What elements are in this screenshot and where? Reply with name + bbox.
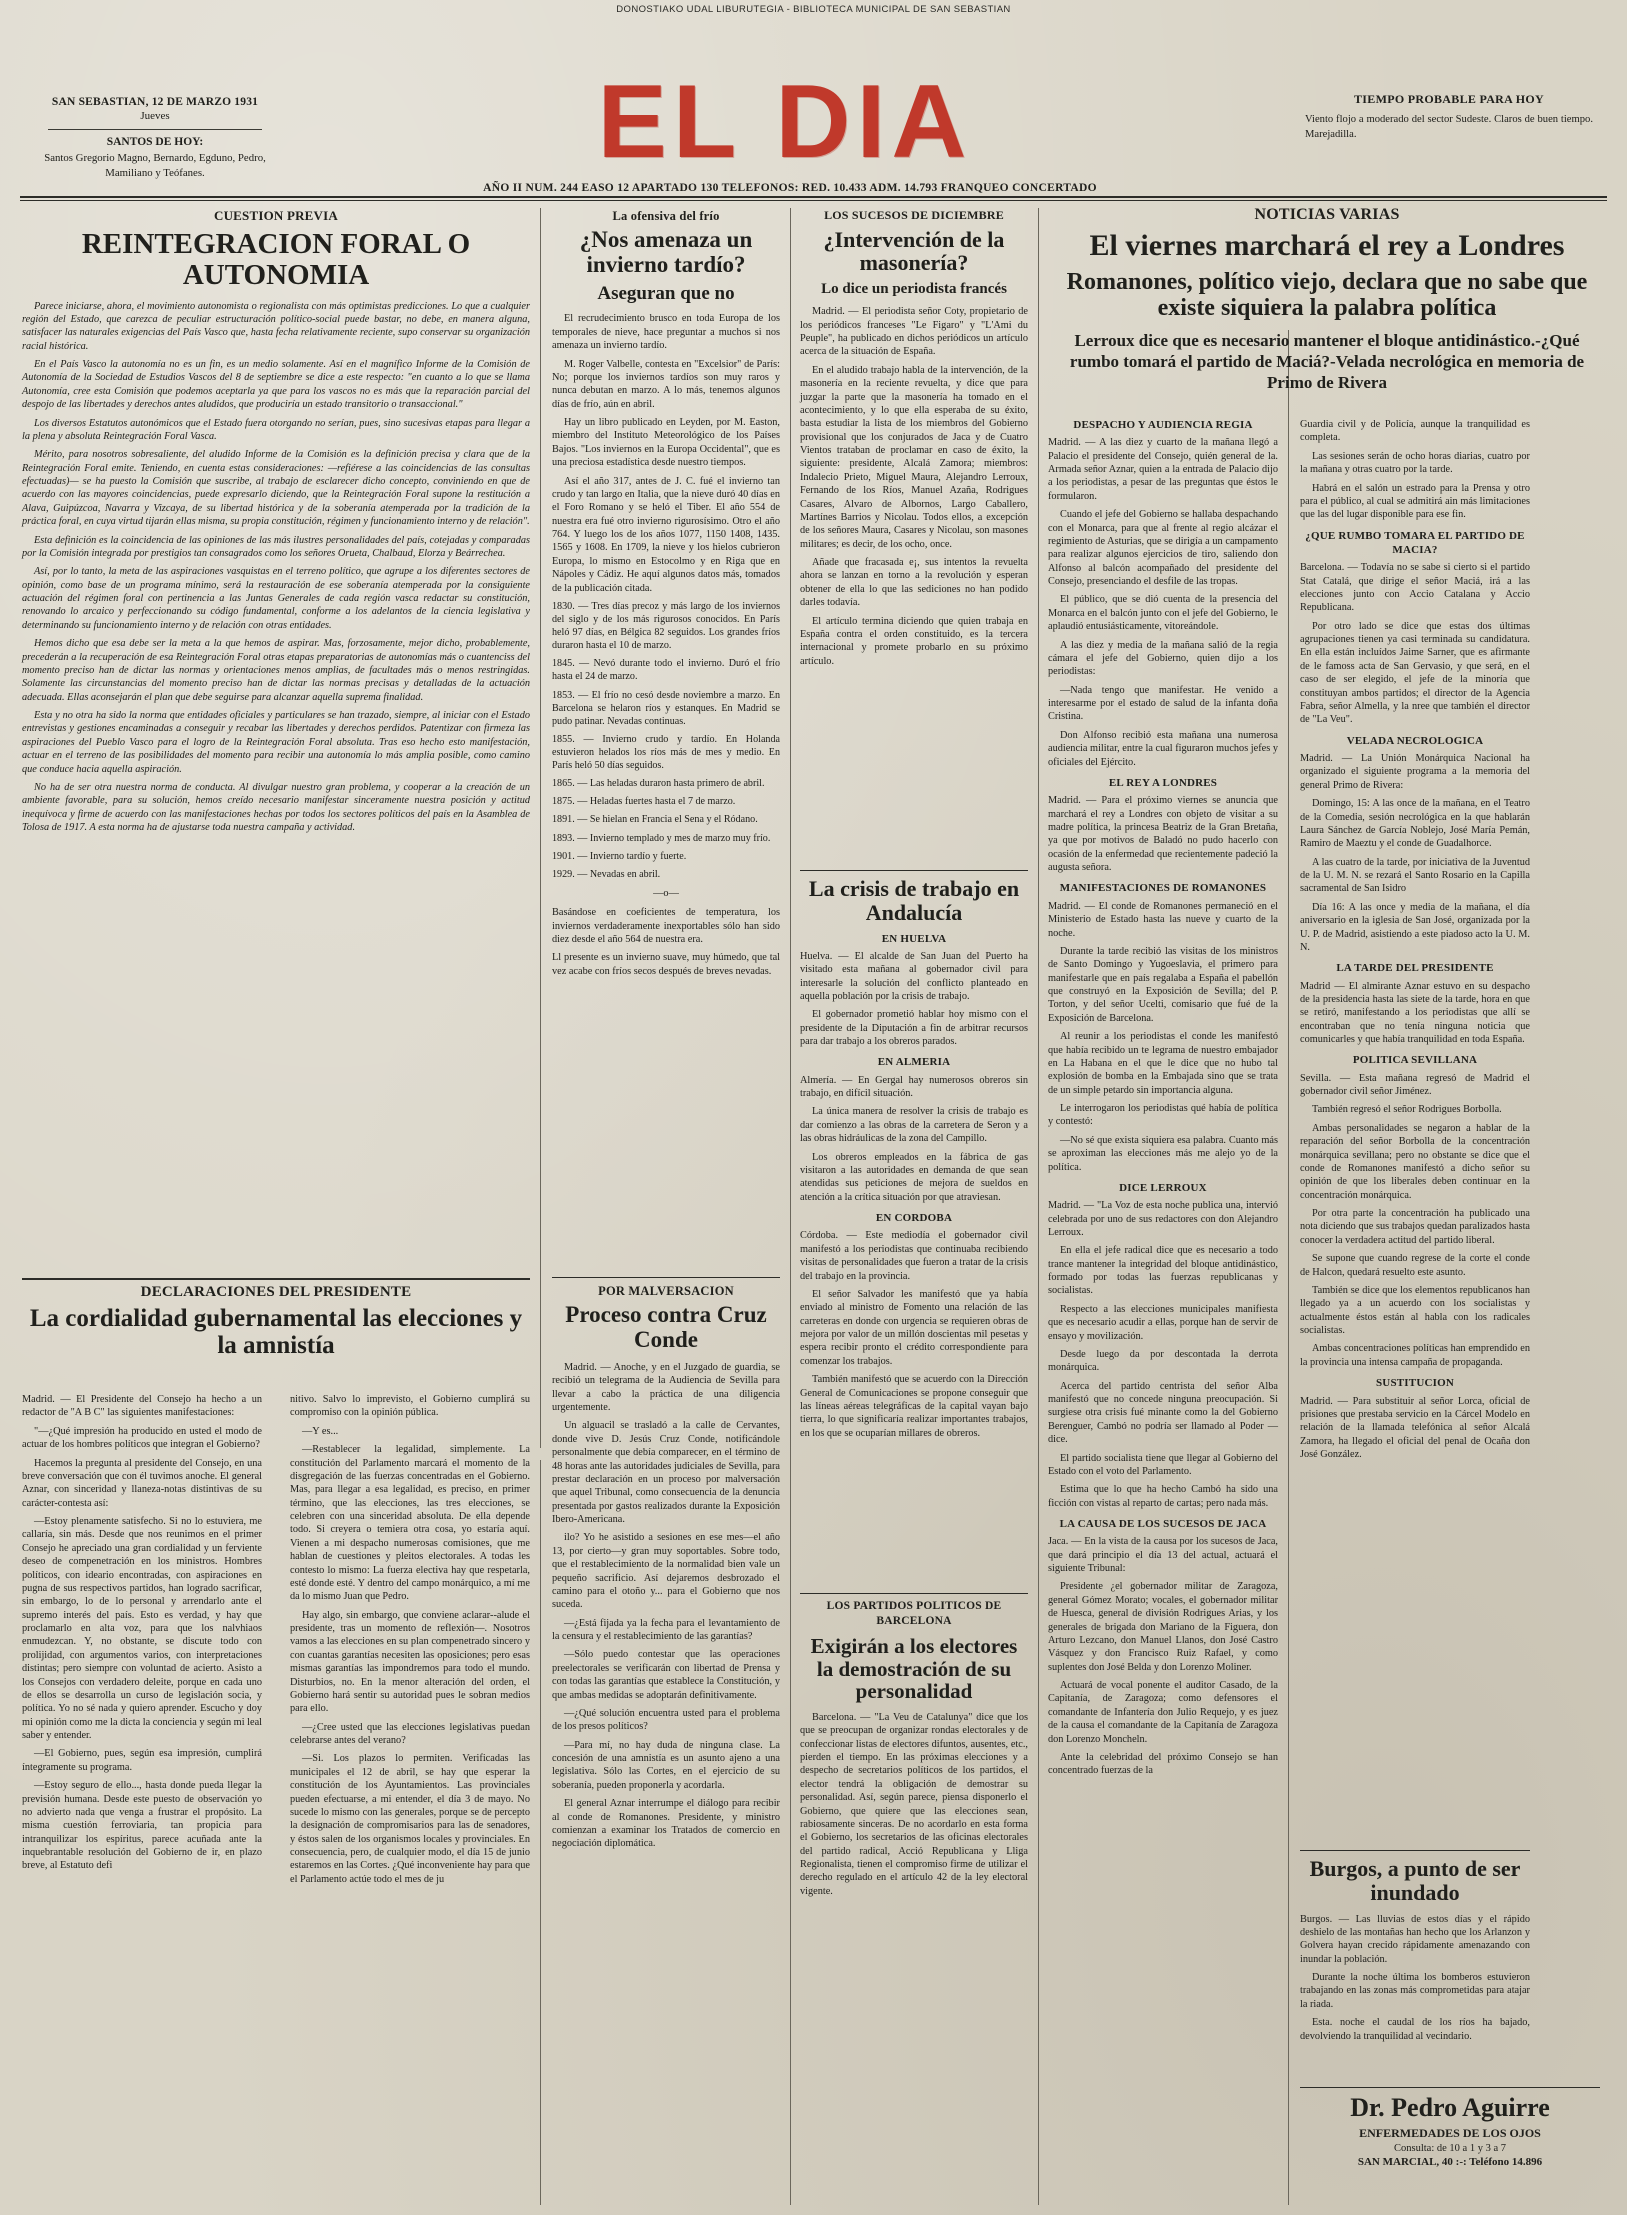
article-partidos-barcelona (800, 1588, 1028, 1903)
masthead-rule-2 (20, 200, 1607, 201)
article-kicker: CUESTION PREVIA (214, 208, 338, 223)
article-headline: La crisis de trabajo en Andalucía (808, 876, 1020, 925)
divider (1300, 2087, 1600, 2088)
article-crisis-trabajo (800, 865, 1028, 1445)
section-subhead: EL REY A LONDRES (1108, 776, 1218, 789)
article-paragraph: Madrid. — La Unión Monárquica Nacional ha organizado el siguiente programa a la memoria del general Primo de Rivera: (1300, 753, 1530, 791)
section-dash: —o— (653, 887, 679, 899)
article-paragraph: —El Gobierno, pues, según esa impresión, cumplirá íntegramente su programa. (22, 1748, 262, 1773)
article-paragraph: M. Roger Valbelle, contesta en "Excelsior" de París: No; porque los inviernos tardíos son muy raros y nunca debutan en marzo. A lo más, tenemos algunos días de frío, aún en abril. (552, 358, 780, 410)
chronology-entry: 1893. — Invierno templado y mes de marzo muy frío. (552, 832, 771, 844)
article-paragraph: En el País Vasco la autonomía no es un fin, es un medio solamente. Así en el magnífico Informe de la Comisión de Autonomía de la Sociedad de Estudios Vascos del 8 de septiembre se dice a este respecto: "en cuanto a lo que se llama Autonomía, cree esta Comisión que podemos aceptarla ya que para los vascos no es más que la reparación parcial del despojo de las libertades y derechos antes aludidos, que produciría un estado transitorio o transaccional." (22, 359, 530, 411)
publication-date: SAN SEBASTIAN, 12 DE MARZO 1931 (51, 96, 259, 108)
weather-title: TIEMPO PROBABLE PARA HOY (1354, 92, 1544, 106)
column-noticias-right (1300, 418, 1530, 1466)
article-paragraph: —Si. Los plazos lo permiten. Verificadas las municipales el 12 de abril, se hay que esperar la constitución de los Ayuntamientos. Las provinciales pueden efectuarse, a mi entender, el día 3 de mayo. No sucede lo mismo con las generales, porque se de percepto la designación de compromisarios para las de senadores, y éstos salen de los organismos locales y provinciales. En consecuencia, pero, de cualquier modo, el día 15 de junio estaremos en las Cortes. ¿Qué inconveniente hay para que el Parlamento actúe todo el mes de ju (290, 1753, 530, 1885)
article-cruz-conde (552, 1272, 780, 1856)
article-burgos (1300, 1845, 1530, 2048)
article-headline: Exigirán a los electores la demostración de su personalidad (810, 1633, 1018, 1704)
article-paragraph: Sevilla. — Esta mañana regresó de Madrid el gobernador civil señor Jiménez. (1300, 1072, 1530, 1098)
chronology-entry: 1891. — Se hielan en Francia el Sena y el Ródano. (552, 814, 758, 826)
chronology-entry: 1901. — Invierno tardío y fuerte. (552, 850, 687, 862)
article-paragraph: Cuando el jefe del Gobierno se hallaba despachando con el Monarca, para que al frente al regio alcázar el regimiento de Asturias, que se dirigía a un campamento para realizar algunos ejercicios de tiro, saliendo don Alfonso al balcón acompañado del presidente del Consejo, presenciando el desfile de las tropas. (1048, 509, 1278, 588)
article-paragraph: Durante la noche última los bomberos estuvieron trabajando en las zonas más comprometidas para atajar la riada. (1300, 1972, 1530, 2010)
article-paragraph: Madrid. — "La Voz de esta noche publica una, intervió celebrada por uno de sus redactores con don Alejandro Lerroux. (1048, 1200, 1278, 1238)
article-headline: Burgos, a punto de ser inundado (1309, 1856, 1521, 1905)
article-declaraciones-header (22, 1272, 530, 1359)
article-kicker: NOTICIAS VARIAS (1254, 206, 1400, 223)
article-paragraph: El recrudecimiento brusco en toda Europa de los temporales de nieve, hace preguntar a muchos si nos amenaza un invierno tardío. (552, 313, 780, 352)
article-paragraph: —Restablecer la legalidad, simplemente. La constitución del Parlamento marcará el momento de la disgregación de las fuerzas concentradas en el Gobierno. Mas, para llegar a esa legalidad, es preciso, en primer término, que las elecciones, las tres elecciones, se celebren con una sinceridad absoluta. De ella depende todo. Si creyera o temiera otra cosa, yo estaría aquí. Vienen a mi despacho numerosas comisiones, que me hablan de cuestiones y pleitos electorales. A todas les contesto lo mismo: La fuerza electiva hay que respetarla, esté donde esté. Y dentro del campo monárquico, a mí me da lo mismo Juan que Pedro. (290, 1444, 530, 1603)
article-paragraph: —¿Está fijada ya la fecha para el levantamiento de la censura y el restablecimiento de las garantías? (552, 1617, 780, 1643)
article-paragraph: Domingo, 15: A las once de la mañana, en el Teatro de la Comedia, sesión necrológica en la que hablarán Laura Sánchez de García Noblejo, José María Pemán, Ramiro de Maeztu y el conde de Guadalhorce. (1300, 798, 1530, 850)
article-paragraph: Madrid. — El Presidente del Consejo ha hecho a un redactor de "A B C" las siguientes manifestaciones: (22, 1394, 262, 1419)
divider (22, 1278, 530, 1280)
article-paragraph: Madrid. — A las diez y cuarto de la mañana llegó a Palacio el presidente del Consejo, quién general de la. Armada señor Aznar, quien a la entrada de Palacio dijo a los periodistas, a pesar de las preguntas que éstos le formularon. (1048, 437, 1278, 502)
article-paragraph: El partido socialista tiene que llegar al Gobierno del Estado con el voto del Parlamento. (1048, 1452, 1278, 1477)
divider (48, 129, 262, 130)
article-headline: ¿Intervención de la masonería? (823, 226, 1005, 276)
article-paragraph: Día 16: A las once y media de la mañana, el día aniversario en la iglesia de San José, organizada por la U. P. de Madrid, asistiendo a este piadoso acto la U. M. N. (1300, 901, 1530, 953)
article-paragraph: Así, por lo tanto, la meta de las aspiraciones vasquistas en el terreno político, que agrupe a los diferentes sectores de opinión, como base de un programa mínimo, será la restauración de ese soberanía atemperada por la consiguiente actuación del régimen foral con pertinencia a las Juntas Generales de cada región vasca redactar su constitución, renovando lo arcaico y perfeccionando su código fundamental, conforme a los adelantos de la ciencia legislativa y determinando su funcionamiento interno y de relación con otras entidades. (22, 566, 530, 631)
article-paragraph: Hacemos la pregunta al presidente del Consejo, en una breve conversación que con él tuvimos anoche. El general Aznar, con sinceridad y llaneza-notas distintivas de su carácter-contesta así: (22, 1457, 262, 1509)
article-headline: REINTEGRACION FORAL O AUTONOMIA (81, 227, 471, 292)
divider (1300, 1850, 1530, 1851)
column-noticias-left (1048, 418, 1278, 1783)
article-masoneria (800, 208, 1028, 673)
masthead-issue-line: AÑO II NUM. 244 EASO 12 APARTADO 130 TELEFONOS: RED. 10.433 ADM. 14.793 FRANQUEO CONCERTADO (483, 182, 1097, 194)
article-headline: Proceso contra Cruz Conde (565, 1302, 767, 1353)
article-paragraph: Almería. — En Gergal hay numerosos obreros sin trabajo, en difícil situación. (800, 1074, 1028, 1100)
ad-specialty: ENFERMEDADES DE LOS OJOS (1359, 2126, 1541, 2140)
article-paragraph: Madrid. — Para el próximo viernes se anuncia que marchará el rey a Londres con objeto de visitar a su madre política, la princesa Beatriz de la Gran Bretaña, ya que por motivos de Baladó no pudo hacerlo con ocasión de la enfermedad que recientemente padeció la augusta señora. (1048, 795, 1278, 874)
article-paragraph: Los diversos Estatutos autonómicos que el Estado fuera otorgando no serían, pues, sino sucesivas etapas para llegar a la plena y absoluta Reintegración Foral Vasca. (22, 417, 530, 442)
masthead (20, 22, 1607, 194)
article-paragraph: Huelva. — El alcalde de San Juan del Puerto ha visitado esta mañana al gobernador civil para interesarle la solución del conflicto planteado en aquella población por la crisis de trabajo. (800, 950, 1028, 1002)
section-subhead: EN HUELVA (881, 932, 947, 945)
section-subhead: VELADA NECROLOGICA (1346, 734, 1484, 747)
article-paragraph: —Sólo puedo contestar que las operaciones preelectorales se verificarán con libertad de Prensa y con todas las garantías que establece la Constitución, y que ambas medidas se adoptarán definitivamente. (552, 1649, 780, 1701)
article-paragraph: —Estoy seguro de ello..., hasta donde pueda llegar la previsión humana. Desde este puesto de observación yo no advierto nada que venga a frustrar el propósito. La misma cuestión ferroviaria, tan propicia para intranquilizar los espíritus, parece acuñada ante la inquebrantable resolución del Gobierno de ir, en plazo breve, al Estatuto defi (22, 1780, 262, 1872)
article-paragraph: Esta. noche el caudal de los ríos ha bajado, devolviendo la tranquilidad al vecindario. (1300, 2017, 1530, 2042)
section-subhead: ¿QUE RUMBO TOMARA EL PARTIDO DE MACIA? (1305, 529, 1525, 556)
article-paragraph: Así el año 317, antes de J. C. fué el invierno tan crudo y tan largo en Italia, que la nieve duró 40 días en el Foro Romano y se heló el Tiber. El año 554 de nuestra era fué otro invierno rigurosísimo. Otro el año 764. Y luego los de los años 1077, 1150 1408, 1435. 1565 y 1608. En 1709, la nieve y los hielos cubrieron Europa, lo mismo en Estocolmo y en Riga que en Nápoles y Cádiz. He aquí algunos datos más, tomados de la publicación citada. (552, 475, 780, 594)
article-declaraciones-col-a (22, 1393, 262, 1878)
article-paragraph: Esta y no otra ha sido la norma que entidades oficiales y particulares se han trazado, siempre, al iniciar con el Estado entrevistas y gestiones encaminadas a conseguir y recabar las libertades y derechos perdidos. Patentizar con firmeza las aspiraciones del Pueblo Vasco para el logro de la Reintegración Foral absoluta. Tras eso hecho esto manifestación, actuar en el terreno de las posibilidades del momento para recibir una autonomía lo más amplia posible, como camino que conduce hacia aquella aspiración. (22, 710, 530, 775)
article-paragraph: A las cuatro de la tarde, por iniciativa de la Juventud de la U. M. N. se rezará el Santo Rosario en la Capilla sacramental de San Isidro (1300, 856, 1530, 895)
article-paragraph: —¿Cree usted que las elecciones legislativas puedan celebrarse antes del verano? (290, 1721, 530, 1746)
section-subhead: EN CORDOBA (875, 1212, 953, 1225)
article-headline: ¿Nos amenaza un invierno tardío? (579, 227, 753, 278)
article-paragraph: Un alguacil se trasladó a la calle de Cervantes, donde vive D. Jesús Cruz Conde, notificándole personalmente que debía comparecer, en el término de 48 horas ante las autoridades judiciales de Sevilla, para prestar declaración en un proceso por malversación que aquel Tribunal, como consecuencia de la denuncia presentada por gastos realizados durante la Exposición Ibero-Americana. (552, 1420, 780, 1526)
article-paragraph: Hay algo, sin embargo, que conviene aclarar--alude el presidente, tras un momento de reflexión—. Nosotros vamos a las elecciones en su plan compenetrado sincero y con cuantas garantías necesiten las oposiciones; pero esas mismas garantías las impondremos para todo el mundo. Disturbios, no. En la menor alteración del orden, el Gobierno hará sentir su autoridad pues le sobran medios para ello. (290, 1609, 530, 1715)
section-subhead: DESPACHO Y AUDIENCIA REGIA (1073, 419, 1253, 431)
article-headline-1: El viernes marchará el rey a Londres (1089, 229, 1565, 262)
chronology-entry: 1853. — El frío no cesó desde noviembre a marzo. En Barcelona se helaron ríos y estanques. En Madrid se pudo patinar. Nevadas continuas. (552, 689, 780, 727)
ad-hours: Consulta: de 10 a 1 y 3 a 7 (1394, 2143, 1506, 2154)
article-paragraph: El general Aznar interrumpe el diálogo para recibir al conde de Romanones. Presidente, y ministro comienzan a examinar los Tratados de comercio en negociación diplomática. (552, 1798, 780, 1850)
article-paragraph: Los obreros empleados en la fábrica de gas visitaron a las autoridades en demanda de que sean atendidas sus peticiones de mejora de sueldos en atención a la crítica situación por que atraviesan. (800, 1151, 1028, 1203)
advertisement-doctor (1300, 2082, 1600, 2168)
noticias-varias-header (1048, 206, 1606, 393)
article-paragraph: Don Alfonso recibió esta mañana una numerosa audiencia militar, entre la cual figuraron muchos jefes y oficiales del Ejército. (1048, 729, 1278, 768)
article-paragraph: Por otro lado se dice que estas dos últimas agrupaciones tienen ya casi terminada su candidatura. En ella están incluídos Jaime Sarner, que es afirmante de le famoss acta de San Gervasio, y que será, en el caso de ser elegido, el jefe de la minoría que constituyan ambos partidos; el director de la Agencia Fabra, señor Almella, y la nree que también el director de "La Veu". (1300, 620, 1530, 726)
article-paragraph: Parece iniciarse, ahora, el movimiento autonomista o regionalista con más optimistas predicciones. Lo que a cualquier región del Estado, que carezca de peculiar estructuración político-social puede bastar, no debe, en manera alguna, satisfacer las naturales exigencias del País Vasco que, hasta fecha relativamente reciente, supo conservar su organización racial histórica. (22, 300, 530, 352)
article-paragraph: Estima que lo que ha hecho Cambó ha sido una ficción con vistas al reparto de cartas; pero nada más. (1048, 1484, 1278, 1509)
article-kicker: DECLARACIONES DEL PRESIDENTE (140, 1284, 412, 1300)
article-paragraph: Barcelona. — "La Veu de Catalunya" dice que los que se preocupan de organizar rondas electorales y de confeccionar listas de electores difuntos, ausentes, etc., pierden el tiempo. En las próximas elecciones y a despecho de secretarios políticos de los partidos, el elector tendrá la obligación de demostrar su personalidad. Así, según parece, piensa disponerlo el Gobierno, que quiere que las elecciones sean, rabiosamente sinceras. De no acordarlo en esta forma el Gobierno, los secretarios de las oficinas electorales del partido radical, Acció Republicana y Lliga Regionalista, tienen el compromiso firme de utilizar el derecho regulado en el artículo 42 de la ley electoral vigente. (800, 1711, 1028, 1897)
article-paragraph: No ha de ser otra nuestra norma de conducta. Al divulgar nuestro gran problema, y cooperar a la creación de un ambiente favorable, para su solución, hemos creído necesario manifestar sinceramente nuestra posición y actitud inequívoca y firme de acuerdo con las manifestaciones hechas por todos los sectores políticos del país en la Asamblea de Tolosa de 1917. A esta norma ha de ajustarse toda nuestra campaña y actividad. (22, 781, 530, 834)
article-kicker: LOS PARTIDOS POLITICOS DE BARCELONA (826, 1600, 1002, 1627)
article-paragraph: El artículo termina diciendo que quien trabaja en España contra el orden constituido, es la tercera internacional y promete probarlo en su próximo artículo. (800, 615, 1028, 667)
section-subhead: DICE LERROUX (1119, 1181, 1207, 1194)
article-paragraph: Córdoba. — Este mediodía el gobernador civil manifestó a los periodistas que continuaba recibiendo visitas de personalidades que fueron a tratar de la crisis del trabajo en la provincia. (800, 1230, 1028, 1282)
article-paragraph: Jaca. — En la vista de la causa por los sucesos de Jaca, que dará principio el día 13 del actual, actuará el siguiente Tribunal: (1048, 1536, 1278, 1575)
article-paragraph: Ambas concentraciones políticas han emprendido en la provincia una intensa campaña de propaganda. (1300, 1343, 1530, 1368)
article-paragraph: La única manera de resolver la crisis de trabajo es dar comienzo a las obras de la carretera de Seron y a las obras hidráulicas de la zona del Campillo. (800, 1106, 1028, 1145)
newspaper-title: EL DIA (597, 64, 973, 180)
article-paragraph: Al reunir a los periodistas el conde les manifestó que había recibido un te legrama de nuestro embajador en La Habana en el que le dice que no hubo tal explosión de bomba en la Embajada sino que se trata de un simple petardo sin importancia alguna. (1048, 1031, 1278, 1096)
article-reintegracion (22, 208, 530, 839)
article-paragraph: Madrid — El almirante Aznar estuvo en su despacho de la presidencia hasta las siete de la tarde, hora en que se retiró, manifestando a los periodistas que allí se encontraban que no tenía ninguna noticia que comunicarles y que había tranquilidad en toda España. (1300, 980, 1530, 1046)
article-paragraph: "—¿Qué impresión ha producido en usted el modo de actuar de los hombres políticos que integran el Gobierno? (22, 1425, 262, 1451)
divider (800, 1593, 1028, 1594)
article-paragraph: Madrid. — Anoche, y en el Juzgado de guardia, se recibió un telegrama de la Audiencia de Sevilla para llevar a cabo la práctica de una diligencia urgentemente. (552, 1361, 780, 1414)
ad-doctor-name: Dr. Pedro Aguirre (1350, 2093, 1550, 2122)
article-paragraph: Desde luego da por descontada la derrota monárquica. (1048, 1348, 1278, 1374)
article-paragraph: —No sé que exista siquiera esa palabra. Cuanto más se aproximan las elecciones más me alejo yo de la política. (1048, 1134, 1278, 1173)
masthead-left (30, 96, 280, 180)
article-paragraph: Basándose en coeficientes de temperatura, los inviernos verdaderamente inexportables sólo han sido diez desde el año 564 de nuestra era. (552, 907, 780, 946)
article-paragraph: Ante la celebridad del próximo Consejo se han concentrado fuerzas de la (1048, 1751, 1278, 1777)
article-paragraph: El señor Salvador les manifestó que ya había enviado al ministro de Fomento una relación de las carreteras en donde con urgencia se requieren obras de mejora por valor de un millón doscientas mil pesetas y espera recibir pronto el crédito correspondiente para comenzar los trabajos. (800, 1288, 1028, 1367)
article-headline: La cordialidad gubernamental las elecciones y la amnistía (29, 1305, 523, 1359)
article-paragraph: Madrid. — El conde de Romanones permaneció en el Ministerio de Estado hasta las nueve y cuarto de la noche. (1048, 900, 1278, 939)
article-paragraph: Burgos. — Las lluvias de estos días y el rápido deshielo de las montañas han hecho que los Arlanzon y Golvera hayan crecido rápidamente amenazando con inundar la población. (1300, 1913, 1530, 1965)
article-paragraph: También regresó el señor Rodrigues Borbolla. (1312, 1104, 1502, 1116)
article-paragraph: —¿Qué solución encuentra usted para el problema de los presos políticos? (552, 1707, 780, 1733)
article-paragraph: Madrid. — El periodista señor Coty, propietario de los periódicos franceses "Le Figaro" y "L'Ami du Peuple", ha publicado en dichos periódicos un artículo acerca de la situación de España. (800, 306, 1028, 358)
article-paragraph: Le interrogaron los periodistas qué había de política y contestó: (1048, 1103, 1278, 1128)
article-paragraph: Esta definición es la coincidencia de las opiniones de las más ilustres personalidades del país, cotejadas y comparadas por la Comisión integrada por prestigios tan consagrados como los señores Orueta, Chalbaud, Elorza y Beárrechea. (22, 534, 530, 559)
section-subhead: LA CAUSA DE LOS SUCESOS DE JACA (1059, 1518, 1267, 1531)
column-rule-2 (790, 208, 791, 2205)
column-rule-3 (1038, 208, 1039, 2205)
article-paragraph: Mérito, para nosotros sobresaliente, del aludido Informe de la Comisión es la definición precisa y clara que de la Reintegración Foral emite. Teniendo, en cuenta estas consideraciones: —refiérese a las coincidencias de las consultas efectuadas)— se ha puesto la Comisión que suscribe, al trabajo de esclarecer dicho concepto, conviniendo en que de acuerdo con las mayores coincidencias, puede expresarlo diciendo, que la Reintegración Foral supone la restitución a Alava, Guipúzcoa, Navarra y Vizcaya, de su libertad histórica y de la soberanía atemperada por la tradición de la práctica foral, en cuya virtud tijarán ellas misma, su propia constitución, régimen y funcionamiento interno y de relación". (22, 449, 530, 528)
section-subhead: SUSTITUCION (1375, 1377, 1454, 1390)
article-paragraph: Hemos dicho que esa debe ser la meta a la que hemos de aspirar. Mas, forzosamente, mejor dicho, probablemente, precederán a la recuperación de esa Reintegración Foral otras etapas preparatorias de autonomías más o cuantenciss del momento preciso han de dictar las normas y orientaciones menos amplias, de facultades más o menos restringidas. Solamente las circunstancias del momento preciso han de dictar las normas precisas y detalladas de la actuación adecuada. Ellas aconsejarán el plan que debe seguirse para alcanzar aquella suprema finalidad. (22, 638, 530, 703)
article-paragraph: También manifestó que se acuerdo con la Dirección General de Comunicaciones se propone conseguir que las líneas aéreas telegráficas de la capital vayan bajo tierra, lo que significaría realizar importantes trabajos, en los que se ocuparían millares de obreros. (800, 1374, 1028, 1439)
section-subhead: MANIFESTACIONES DE ROMANONES (1059, 882, 1267, 895)
chronology-entry: 1875. — Heladas fuertes hasta el 7 de marzo. (552, 796, 736, 808)
divider (552, 1277, 780, 1278)
article-paragraph: Hay un libro publicado en Leyden, por M. Easton, miembro del Instituto Meteorológico de los Países Bajos. "Los inviernos en la Europa Occidental", que es una preciosa estadística desde nuestro tiempos. (552, 417, 780, 469)
article-headline-3: Lerroux dice que es necesario mantener el bloque antidinástico.-¿Qué rumbo tomará el partido de Maciá?-Velada necrológica en memoria de Primo de Rivera (1069, 331, 1585, 392)
weekday: Jueves (140, 110, 170, 122)
article-paragraph: A las diez y media de la mañana salió de la regia cámara el jefe del Gobierno, quien dijo a los periodistas: (1048, 639, 1278, 678)
article-paragraph: Por otra parte la concentración ha publicado una nota diciendo que sus trabajos quedan paralizados hasta conocer la verdadera actitud del partido liberal. (1300, 1208, 1530, 1246)
column-rule-1 (540, 208, 541, 1448)
article-paragraph: nitivo. Salvo lo imprevisto, el Gobierno cumplirá su compromiso con la opinión pública. (290, 1394, 530, 1419)
article-paragraph: Actuará de vocal ponente el auditor Casado, de la Capitanía, de Zaragoza; como defensores el comandante de Infantería don Julio Requejo, y es juez de la causa el comandante de la Capitanía de Zaragoza don Lorenzo Moncheln. (1048, 1680, 1278, 1745)
article-paragraph: —Y es... (302, 1425, 339, 1437)
masthead-rule (20, 196, 1607, 198)
article-invierno (552, 208, 780, 983)
section-subhead: POLITICA SEVILLANA (1352, 1054, 1478, 1067)
ad-address: SAN MARCIAL, 40 :-: Teléfono 14.896 (1357, 2156, 1543, 2168)
article-paragraph: Barcelona. — Todavía no se sabe si cierto si el partido Stat Catalá, que dirige el señor Maciá, irá a las elecciones junto con Accio Catalana y Accio Republicana. (1300, 562, 1530, 614)
chronology-entry: 1830. — Tres días precoz y más largo de los inviernos del siglo y de los más rigurosos conocidos. En París heló 97 días, en Bélgica 82 seguidos. Los grandes fríos duraron hasta el 10 de marzo. (552, 600, 780, 652)
article-kicker: POR MALVERSACION (598, 1284, 734, 1298)
article-paragraph: Respecto a las elecciones municipales manifiesta que es necesario acudir a ellas, porque han de servir de ensayo y movilización. (1048, 1303, 1278, 1342)
saints-text: Santos Gregorio Magno, Bernardo, Egduno, Pedro, Mamiliano y Teófanes. (44, 152, 266, 179)
article-paragraph: También se dice que los elementos republicanos han llegado ya a un acuerdo con los socialistas y actualmente éstos están al habla con los radicales socialistas. (1300, 1284, 1530, 1337)
article-paragraph: Madrid. — Para substituir al señor Lorca, oficial de prisiones que prestaba servicio en la Cárcel Modelo en relación de la llamada telefónica al señor Alcalá Zamora, ha llegado el oficial del penal de Ocaña don José González. (1300, 1395, 1530, 1461)
chronology-entry: 1865. — Las heladas duraron hasta primero de abril. (552, 778, 765, 790)
article-paragraph: Se supone que cuando regrese de la corte el conde de Halcon, quedará resuelto este asunto. (1300, 1253, 1530, 1278)
article-paragraph: Durante la tarde recibió las visitas de los ministros de Santo Domingo y Yugoeslavia, el primero para manifestarle que en país regalaba a España el pabellón que construyó en la Exposición de Sevilla; del P. Torton, y del señor Ucelti, comisario que fué de la Exposición de Barcelona. (1048, 945, 1278, 1024)
article-paragraph: ilo? Yo he asistido a sesiones en ese mes—el año 13, por cierto—y gran muy soportables. Sobre todo, que el restablecimiento de la normalidad bien vale un pequeño sacrificio. Así dejaremos desbrozado el camino para el otoño y... para el Gobierno que nos suceda. (552, 1532, 780, 1611)
article-paragraph: Habrá en el salón un estrado para la Prensa y otro para el público, al cual se admitirá ain más limitaciones que las del lugar disponible para ese fin. (1300, 482, 1530, 521)
weather-box (1299, 92, 1599, 143)
chronology-entry: 1929. — Nevadas en abril. (552, 868, 661, 880)
article-paragraph: En el aludido trabajo habla de la intervención, de la masonería en la reciente revuelta, y dice que para juzgar la parte que la masonería ha tomado en el acontecimiento, y lo que ella esperaba de su éxito, basta estudiar la lista de los miembros del Gobierno provisional que los conjurados de Jaca y de Cuatro Vientos trataban de proclamar en caso de éxito, la siguiente: presidente, Alcalá Zamora; miembros: Indalecio Prieto, Miguel Maura, Alejandro Lerroux, Fernando de los Ríos, Manuel Azaña, Rodrigues Casares, Alvaro de Albornos, Largo Caballero, Martínes Barrios y Nicolau. Todos ellos, a excepción de los señores Maura, Casares y Nicolau, son masones militares; es decir, de los ocho, once. (800, 364, 1028, 550)
article-kicker: La ofensiva del frío (612, 209, 720, 223)
saints-title: SANTOS DE HOY: (106, 136, 204, 148)
article-kicker: LOS SUCESOS DE DICIEMBRE (824, 208, 1004, 222)
article-paragraph: —Estoy plenamente satisfecho. Si no lo estuviera, me callaría, sin más. Desde que nos reunimos en el primer Consejo he apreciado una gran cordialidad y un ferviente deseo de compenetración en los ministros. Hombres políticos, con ideario encontradas, con aspiraciones en pugna de sus respectivos partidos, han logrado sacrificar, sin embargo, lo de lo personal y arrendarlo ante el supremo interés del país. Esto es verdad, y hay que proclamarlo en alta voz, para que los nalvhiaos enmudezcan. Y, no obstante, se discute todo con prolijidad, con argumentos varios, con interpretaciones distintas; pero siempre con voluntad de acierto. Asisto a los Consejos con verdadero deleite, porque en cada uno de ellos se desarrolla un curso de legislación socia, y política. Yo no sé nada y quiero aprender. Escucho y doy mi opinión como me la dicta la conciencia y según mi leal saber y entender. (22, 1516, 262, 1741)
chronology-entry: 1855. — Invierno crudo y tardío. En Holanda estuvieron helados los ríos más de mes y medio. En París heló 50 días seguidos. (552, 733, 780, 772)
article-paragraph: El gobernador prometió hablar hoy mismo con el presidente de la Diputación a fin de arbitrar recursos para dar trabajo a los obreros parados. (800, 1009, 1028, 1048)
article-paragraph: Guardia civil y de Policía, aunque la tranquilidad es completa. (1300, 419, 1530, 444)
article-subheadline: Lo dice un periodista francés (821, 281, 1007, 298)
article-paragraph: Presidente ¿el gobernador militar de Zaragoza, general Gómez Morato; vocales, el gobernador militar de Huesca, general de división Rodrigues Arias, y los generales de brigada don Mariano de la Figuera, don Arturo Lezcano, don Manuel Llanos, don José Castro Vásquez y don Francisco Ruiz Rafael, y como suplentes don José Belda y don Lorenzo Moliner. (1048, 1581, 1278, 1673)
section-subhead: EN ALMERIA (877, 1056, 951, 1069)
article-paragraph: Ll presente es un invierno suave, muy húmedo, que tal vez acabe con fríos secos después de breves nevadas. (552, 952, 780, 977)
article-paragraph: —Nada tengo que manifestar. He venido a interesarme por el estado de salud de la infanta doña Cristina. (1048, 684, 1278, 723)
article-paragraph: Añade que fracasada e¡, sus intentos la revuelta ahora se lanzan en torno a la revolución y esperan obtener de ella lo que las sediciones no han podido darles todavía. (800, 557, 1028, 609)
column-rule-1b (540, 1460, 541, 2205)
weather-text: Viento flojo a moderado del sector Sudeste. Claros de buen tiempo. Marejadilla. (1305, 114, 1593, 140)
chronology-entry: 1845. — Nevó durante todo el invierno. Duró el frío hasta el 24 de marzo. (552, 658, 780, 683)
article-headline-2: Romanones, político viejo, declara que no sabe que existe siquiera la palabra política (1066, 269, 1588, 322)
article-paragraph: Acerca del partido centrista del señor Alba manifestó que no concede ninguna preocupación. Si surgiese otra crisis fué minante como la del Gobierno Berenguer, Cambó no podría ser llamado al Poder —dice. (1048, 1380, 1278, 1446)
article-declaraciones-col-b (290, 1393, 530, 1891)
section-subhead: LA TARDE DEL PRESIDENTE (1336, 962, 1494, 975)
article-paragraph: —Para mí, no hay duda de ninguna clase. La concesión de una amnistía es un asunto ajeno a una legislativa. Sólo las Cortes, en el ejercicio de su soberanía, pueden proponerla y acordarla. (552, 1739, 780, 1791)
article-subheadline: Aseguran que no (597, 282, 735, 304)
article-paragraph: En ella el jefe radical dice que es necesario a todo trance mantener la integridad del bloque antidinástico, formado por todas las fuerzas republicanas y socialistas. (1048, 1245, 1278, 1297)
article-paragraph: El público, que se dió cuenta de la presencia del Monarca en el balcón junto con el jefe del Gobierno, le aplaudió entusiásticamente, vitoreándole. (1048, 594, 1278, 633)
article-paragraph: Ambas personalidades se negaron a hablar de la reparación del señor Borbolla de la concentración monárquica sevillana; pero no obstante se dice que el conde de Romanones manifestó a dicho señor su opinión de que los liberales deben continuar en la concentración monárquica. (1300, 1122, 1530, 1201)
article-paragraph: Las sesiones serán de ocho horas diarias, cuatro por la mañana y otras cuatro por la tarde. (1300, 450, 1530, 476)
column-rule-4 (1288, 330, 1289, 2205)
divider (800, 870, 1028, 871)
library-banner: DONOSTIAKO UDAL LIBURUTEGIA - BIBLIOTECA MUNICIPAL DE SAN SEBASTIAN (616, 4, 1011, 15)
